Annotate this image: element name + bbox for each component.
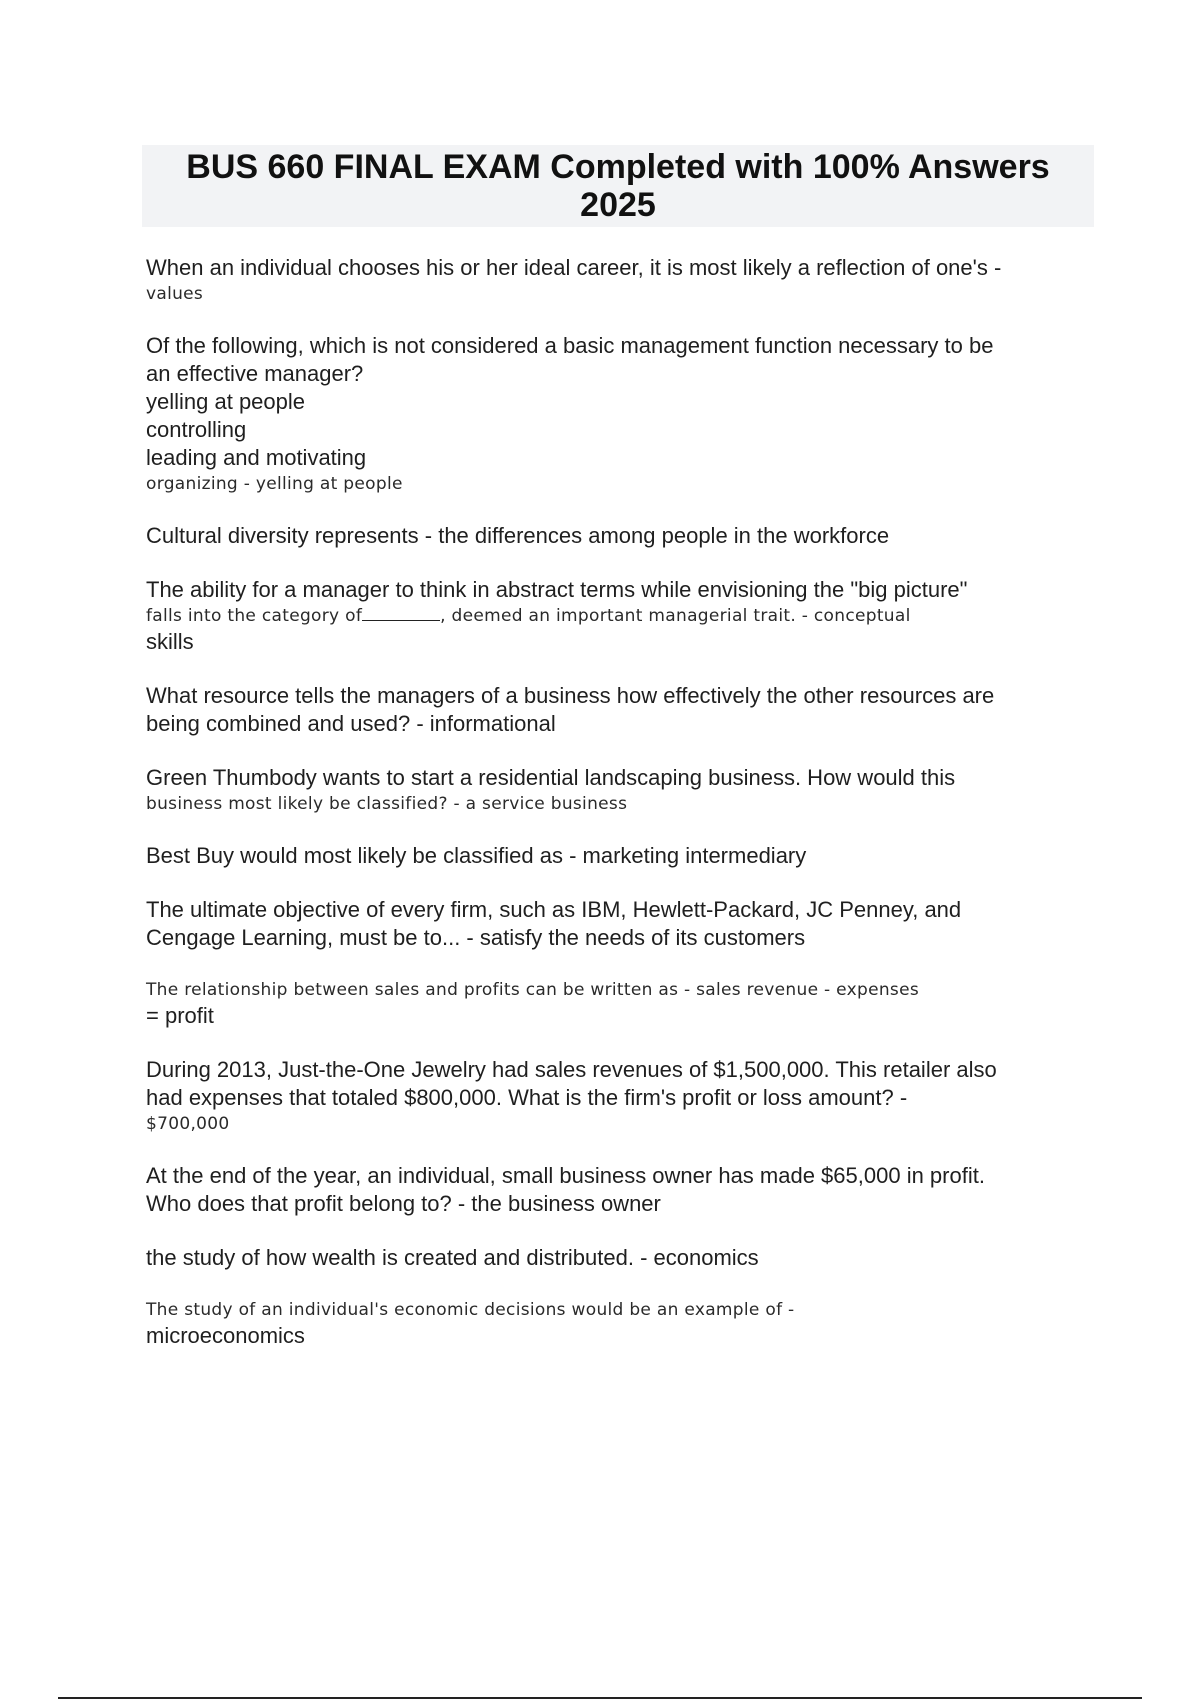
qa-line: The relationship between sales and profits can be written as - sales revenue - expenses: [146, 980, 919, 1000]
qa-line: Green Thumbody wants to start a residential landscaping business. How would this: [146, 765, 956, 790]
qa-line-text: falls into the category of: [146, 606, 363, 626]
qa-line: yelling at people: [146, 389, 306, 414]
document-title: [142, 145, 1094, 227]
qa-line: Of the following, which is not considered a basic management function necessary to be: [146, 333, 994, 358]
qa-line: The ability for a manager to think in abstract terms while envisioning the "big picture": [146, 577, 968, 602]
qa-item: [146, 1162, 1096, 1218]
qa-line: Best Buy would most likely be classified as - marketing intermediary: [146, 843, 807, 868]
qa-line: $700,000: [146, 1114, 230, 1134]
qa-line: = profit: [146, 1003, 214, 1028]
qa-line: organizing - yelling at people: [146, 474, 403, 494]
question-answer-list: [146, 254, 1096, 1376]
qa-line: Cengage Learning, must be to... - satisfy the needs of its customers: [146, 925, 806, 950]
qa-line: values: [146, 284, 204, 304]
qa-line: controlling: [146, 417, 247, 442]
qa-item: [146, 1298, 1096, 1350]
title-line-1: BUS 660 FINAL EXAM Completed with 100% Answers: [186, 148, 1050, 186]
qa-item: [146, 522, 1096, 550]
fill-in-blank: [362, 606, 440, 621]
qa-item: [146, 764, 1096, 816]
qa-line: the study of how wealth is created and distributed. - economics: [146, 1245, 759, 1270]
qa-line: The ultimate objective of every firm, such as IBM, Hewlett-Packard, JC Penney, and: [146, 897, 962, 922]
qa-item: [146, 576, 1096, 656]
qa-item: [146, 978, 1096, 1030]
qa-line: an effective manager?: [146, 361, 364, 386]
qa-item: [146, 842, 1096, 870]
qa-item: [146, 682, 1096, 738]
qa-item: [146, 1056, 1096, 1136]
qa-line: Cultural diversity represents - the differences among people in the workforce: [146, 523, 890, 548]
qa-item: [146, 1244, 1096, 1272]
qa-line: being combined and used? - informational: [146, 711, 556, 736]
qa-item: [146, 332, 1096, 496]
qa-line: At the end of the year, an individual, small business owner has made $65,000 in profit.: [146, 1163, 985, 1188]
qa-line: [146, 604, 1096, 628]
qa-line: business most likely be classified? - a service business: [146, 794, 628, 814]
qa-line: had expenses that totaled $800,000. What is the firm's profit or loss amount? -: [146, 1085, 908, 1110]
qa-item: [146, 254, 1096, 306]
qa-line: skills: [146, 629, 194, 654]
qa-line-text: , deemed an important managerial trait. - conceptual: [440, 606, 911, 626]
qa-line: What resource tells the managers of a business how effectively the other resources are: [146, 683, 995, 708]
qa-line: leading and motivating: [146, 445, 367, 470]
title-line-2: 2025: [580, 186, 656, 224]
qa-item: [146, 896, 1096, 952]
qa-line: When an individual chooses his or her ideal career, it is most likely a reflection of one's -: [146, 255, 1002, 280]
qa-line: During 2013, Just-the-One Jewelry had sales revenues of $1,500,000. This retailer also: [146, 1057, 997, 1082]
qa-line: The study of an individual's economic decisions would be an example of -: [146, 1300, 795, 1320]
qa-line: Who does that profit belong to? - the business owner: [146, 1191, 661, 1216]
qa-line: microeconomics: [146, 1323, 305, 1348]
footer-divider: [58, 1697, 1142, 1699]
